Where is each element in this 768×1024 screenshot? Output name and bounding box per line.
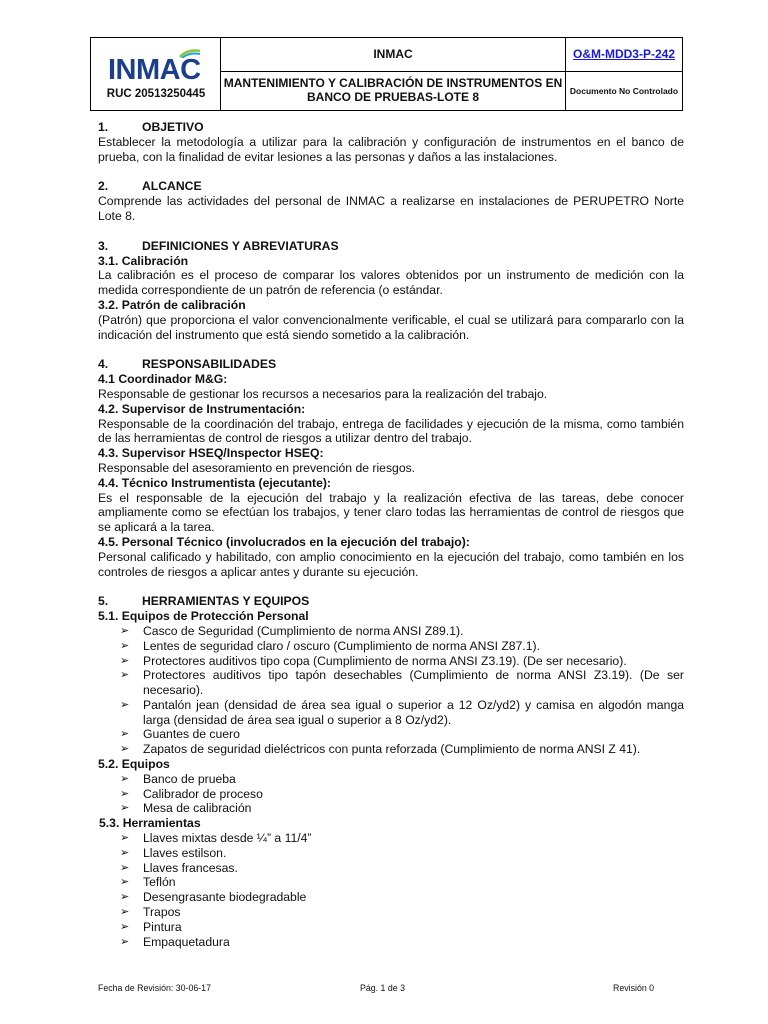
list-item: ➢ Desengrasante biodegradable	[120, 890, 684, 905]
section-number: 5.	[98, 594, 109, 609]
document-status: Documento No Controlado	[569, 86, 679, 96]
subsection-5-1-title: 5.1. Equipos de Protección Personal	[98, 609, 309, 624]
list-item: ➢ Guantes de cuero	[120, 727, 684, 742]
section-1-heading	[98, 120, 684, 135]
list-item: ➢ Pintura	[120, 920, 684, 935]
list-item: ➢ Trapos	[120, 905, 684, 920]
subsection-4-4-title: 4.4. Técnico Instrumentista (ejecutante):	[98, 475, 331, 490]
list-item: ➢ Llaves estilson.	[120, 846, 684, 861]
section-4-heading	[98, 357, 684, 372]
section-3-heading	[98, 239, 684, 254]
document-header	[90, 37, 683, 111]
section-title: DEFINICIONES Y ABREVIATURAS	[142, 238, 339, 253]
document-code-cell	[566, 38, 682, 72]
list-item: ➢ Empaquetadura	[120, 935, 684, 950]
subsection-4-1-text: Responsable de gestionar los recursos a necesarios para la realización del trabajo.	[98, 386, 548, 401]
list-item: ➢ Banco de prueba	[120, 772, 684, 787]
revision-number: Revisión 0	[613, 983, 655, 993]
subsection-5-3-title: 5.3. Herramientas	[99, 816, 201, 831]
subsection-4-4-text: Es el responsable de la ejecución del trabajo y la realización efectiva de las tareas, debe conocer ampliamente como se efectúan los trabajos, y tener claro todas las herramientas de control de riesgos que se aplicará a la tarea.	[98, 490, 684, 535]
company-logo	[108, 50, 208, 90]
list-item: ➢ Pantalón jean (densidad de área sea igual o superior a 12 Oz/yd2) y camisa en algodón manga larga (densidad de área sea igual o superior a 8 Oz/yd2).	[120, 698, 684, 728]
page-number: Pág. 1 de 3	[360, 983, 405, 993]
ppe-list	[98, 624, 684, 757]
logo-cell	[91, 38, 221, 110]
subsection-4-2-text: Responsable de la coordinación del trabajo, entrega de facilidades y ejecución de la misma, como también de las herramientas de control de riesgos a utilizar dentro del trabajo.	[98, 416, 684, 446]
subsection-5-2-title: 5.2. Equipos	[98, 757, 170, 772]
subsection-4-5-text: Personal calificado y habilitado, con amplio conocimiento en la ejecución del trabajo, como también en los controles de riesgos a aplicar antes y durante su ejecución.	[98, 549, 684, 579]
list-item: ➢ Casco de Seguridad (Cumplimiento de norma ANSI Z89.1).	[120, 624, 684, 639]
section-title: OBJETIVO	[142, 120, 204, 134]
section-number: 4.	[98, 357, 109, 372]
list-item: ➢ Protectores auditivos tipo copa (Cumplimiento de norma ANSI Z3.19). (De ser necesario).	[120, 654, 684, 669]
list-item: ➢ Protectores auditivos tipo tapón desechables (Cumplimiento de norma ANSI Z3.19). (De ser necesario).	[120, 668, 684, 698]
section-title: HERRAMIENTAS Y EQUIPOS	[142, 594, 310, 609]
ruc-number: RUC 20513250445	[106, 88, 206, 100]
subsection-4-5-title: 4.5. Personal Técnico (involucrados en la ejecución del trabajo):	[98, 534, 470, 549]
section-1-text: Establecer la metodología a utilizar para la calibración y configuración de instrumentos en el banco de prueba, con la finalidad de evitar lesiones a las personas y daños a las instalaciones.	[98, 134, 684, 164]
company-name: INMAC	[221, 38, 566, 72]
tools-list	[98, 831, 684, 949]
logo-wordmark: INMAC	[108, 54, 201, 86]
subsection-4-3-title: 4.3. Supervisor HSEQ/Inspector HSEQ:	[98, 446, 324, 461]
section-5-heading	[98, 594, 684, 609]
subsection-4-1-title: 4.1 Coordinador M&G:	[98, 372, 228, 387]
subsection-3-1-text: La calibración es el proceso de comparar los valores obtenidos por un instrumento de medición con la medida correspondiente de un patrón de referencia (o estándar.	[98, 268, 684, 298]
section-title: RESPONSABILIDADES	[142, 357, 277, 372]
list-item: ➢ Llaves francesas.	[120, 861, 684, 876]
list-item: ➢ Zapatos de seguridad dieléctricos con punta reforzada (Cumplimiento de norma ANSI Z 41).	[120, 742, 684, 757]
section-2-text: Comprende las actividades del personal de INMAC a realizarse en instalaciones de PERUPETRO Norte Lote 8.	[98, 194, 684, 223]
document-body	[98, 120, 684, 949]
revision-date: Fecha de Revisión: 30-06-17	[98, 983, 211, 993]
list-item: ➢ Mesa de calibración	[120, 801, 684, 816]
section-number: 1.	[98, 120, 109, 134]
section-title: ALCANCE	[142, 179, 202, 194]
list-item: ➢ Llaves mixtas desde ¼” a 11/4”	[120, 831, 684, 846]
equipment-list	[98, 772, 684, 816]
logo-swoosh-icon	[179, 48, 201, 58]
document-title: MANTENIMIENTO Y CALIBRACIÓN DE INSTRUMENTOS EN BANCO DE PRUEBAS-LOTE 8	[221, 72, 566, 110]
section-number: 2.	[98, 179, 109, 194]
subsection-3-2-text: (Patrón) que proporciona el valor convencionalmente verificable, el cual se utilizará para compararlo con la indicación del instrumento que está siendo sometido a la calibración.	[98, 312, 684, 342]
subsection-3-1-title: 3.1. Calibración	[98, 253, 189, 268]
document-code-link[interactable]: O&M-MDD3-P-242	[572, 47, 675, 61]
section-number: 3.	[98, 238, 109, 253]
subsection-3-2-title: 3.2. Patrón de calibración	[98, 297, 246, 312]
subsection-4-3-text: Responsable del asesoramiento en prevención de riesgos.	[98, 460, 416, 475]
list-item: ➢ Lentes de seguridad claro / oscuro (Cumplimiento de norma ANSI Z87.1).	[120, 639, 684, 654]
subsection-4-2-title: 4.2. Supervisor de Instrumentación:	[98, 401, 306, 416]
list-item: ➢ Teflón	[120, 875, 684, 890]
section-2-heading	[98, 179, 684, 194]
list-item: ➢ Calibrador de proceso	[120, 787, 684, 802]
